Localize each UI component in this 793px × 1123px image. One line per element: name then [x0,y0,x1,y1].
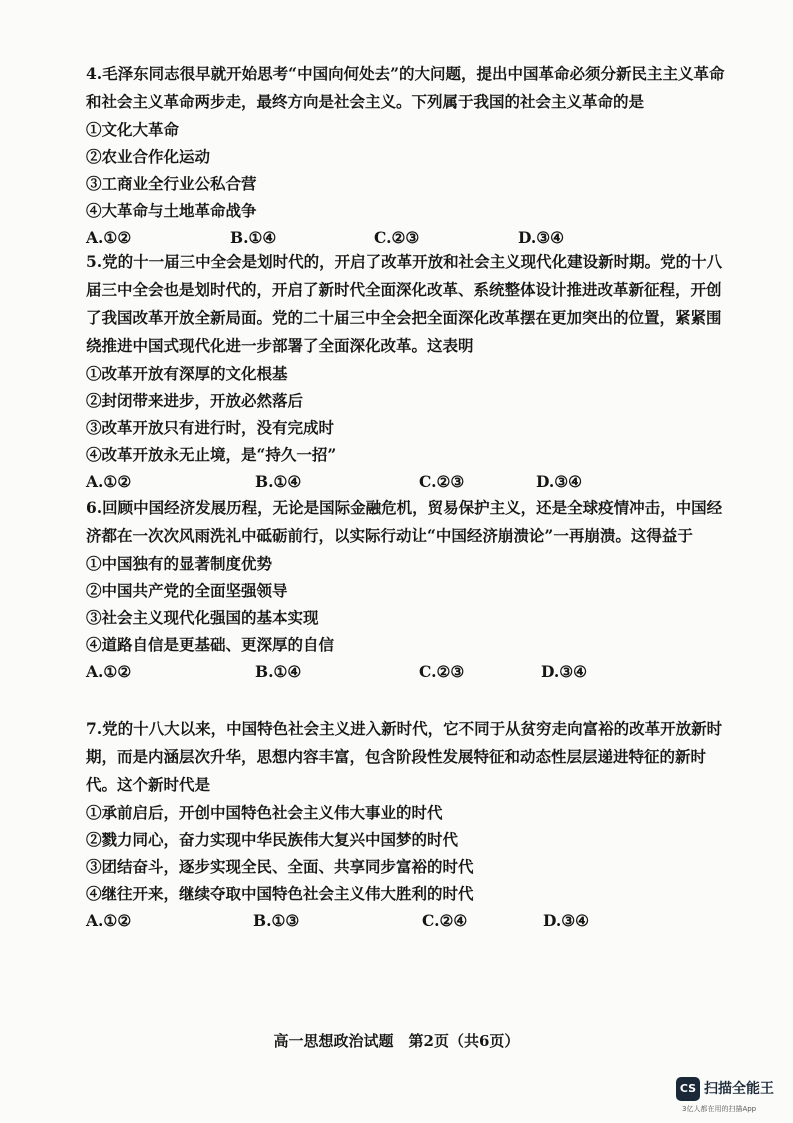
question-4 [86,60,726,251]
option-4: ④道路自信是更基础、更深厚的自信 [86,635,335,654]
choice-d: D.③④ [518,228,565,247]
question-7 [86,715,726,934]
option-1: ①文化大革命 [86,120,180,139]
question-stem: 7.党的十八大以来，中国特色社会主义进入新时代，它不同于从贫穷走向富裕的改革开放新时期，而是内涵层次升华，思想内容丰富，包含阶段性发展特征和动态性层层递进特征的新时代。这个新时代是 [86,719,723,794]
choice-b: B.①④ [255,472,302,491]
option-2: ②戮力同心，奋力实现中华民族伟大复兴中国梦的时代 [86,830,459,849]
choice-c: C.②③ [419,472,465,491]
question-stem: 4.毛泽东同志很早就开始思考“中国向何处去”的大问题，提出中国革命必须分新民主主义革命和社会主义革命两步走，最终方向是社会主义。下列属于我国的社会主义革命的是 [86,64,725,111]
option-1: ①中国独有的显著制度优势 [86,554,273,573]
option-1: ①改革开放有深厚的文化根基 [86,364,288,383]
choice-d: D.③④ [536,472,583,491]
option-4: ④改革开放永无止境，是“持久一招” [86,445,337,464]
choice-a: A.①② [86,228,132,247]
brand-tagline: 3亿人都在用的扫描App [682,1105,757,1113]
scanner-watermark [676,1077,786,1117]
question-6 [86,494,726,685]
option-2: ②封闭带来进步，开放必然落后 [86,391,304,410]
brand-name: 扫描全能王 [704,1081,774,1097]
option-3: ③团结奋斗，逐步实现全民、全面、共享同步富裕的时代 [86,857,474,876]
answer-choices [86,907,726,934]
choice-c: C.②④ [422,911,468,930]
choice-a: A.①② [86,911,132,930]
option-3: ③社会主义现代化强国的基本实现 [86,608,319,627]
answer-choices [86,658,726,685]
choice-c: C.②③ [419,662,465,681]
choice-a: A.①② [86,662,132,681]
page-footer: 高一思想政治试题 第2页（共6页） [273,1032,520,1050]
option-3: ③改革开放只有进行时，没有完成时 [86,418,335,437]
question-5 [86,248,726,495]
choice-c: C.②③ [374,228,420,247]
answer-choices [86,468,726,495]
choice-b: B.①④ [230,228,277,247]
answer-choices [86,224,726,251]
choice-a: A.①② [86,472,132,491]
choice-b: B.①③ [253,911,300,930]
question-stem: 6.回顾中国经济发展历程，无论是国际金融危机，贸易保护主义，还是全球疫情冲击，中国经济都在一次次风雨洗礼中砥砺前行，以实际行动让“中国经济崩溃论”一再崩溃。这得益于 [86,498,723,545]
option-1: ①承前启后，开创中国特色社会主义伟大事业的时代 [86,803,443,822]
question-stem: 5.党的十一届三中全会是划时代的，开启了改革开放和社会主义现代化建设新时期。党的十八届三中全会也是划时代的，开启了新时代全面深化改革、系统整体设计推进改革新征程，开创了我国改革开放全新局面。党的二十届三中全会把全面深化改革摆在更加突出的位置，紧紧围绕推进中国式现代化进一步部署了全面深化改革。这表明 [86,252,723,355]
option-4: ④大革命与土地革命战争 [86,201,257,220]
option-2: ②农业合作化运动 [86,147,211,166]
option-4: ④继往开来，继续夺取中国特色社会主义伟大胜利的时代 [86,884,474,903]
camscanner-logo-icon: CS [676,1077,700,1101]
option-2: ②中国共产党的全面坚强领导 [86,581,288,600]
choice-d: D.③④ [541,662,588,681]
choice-b: B.①④ [255,662,302,681]
option-3: ③工商业全行业公私合营 [86,174,257,193]
choice-d: D.③④ [543,911,590,930]
